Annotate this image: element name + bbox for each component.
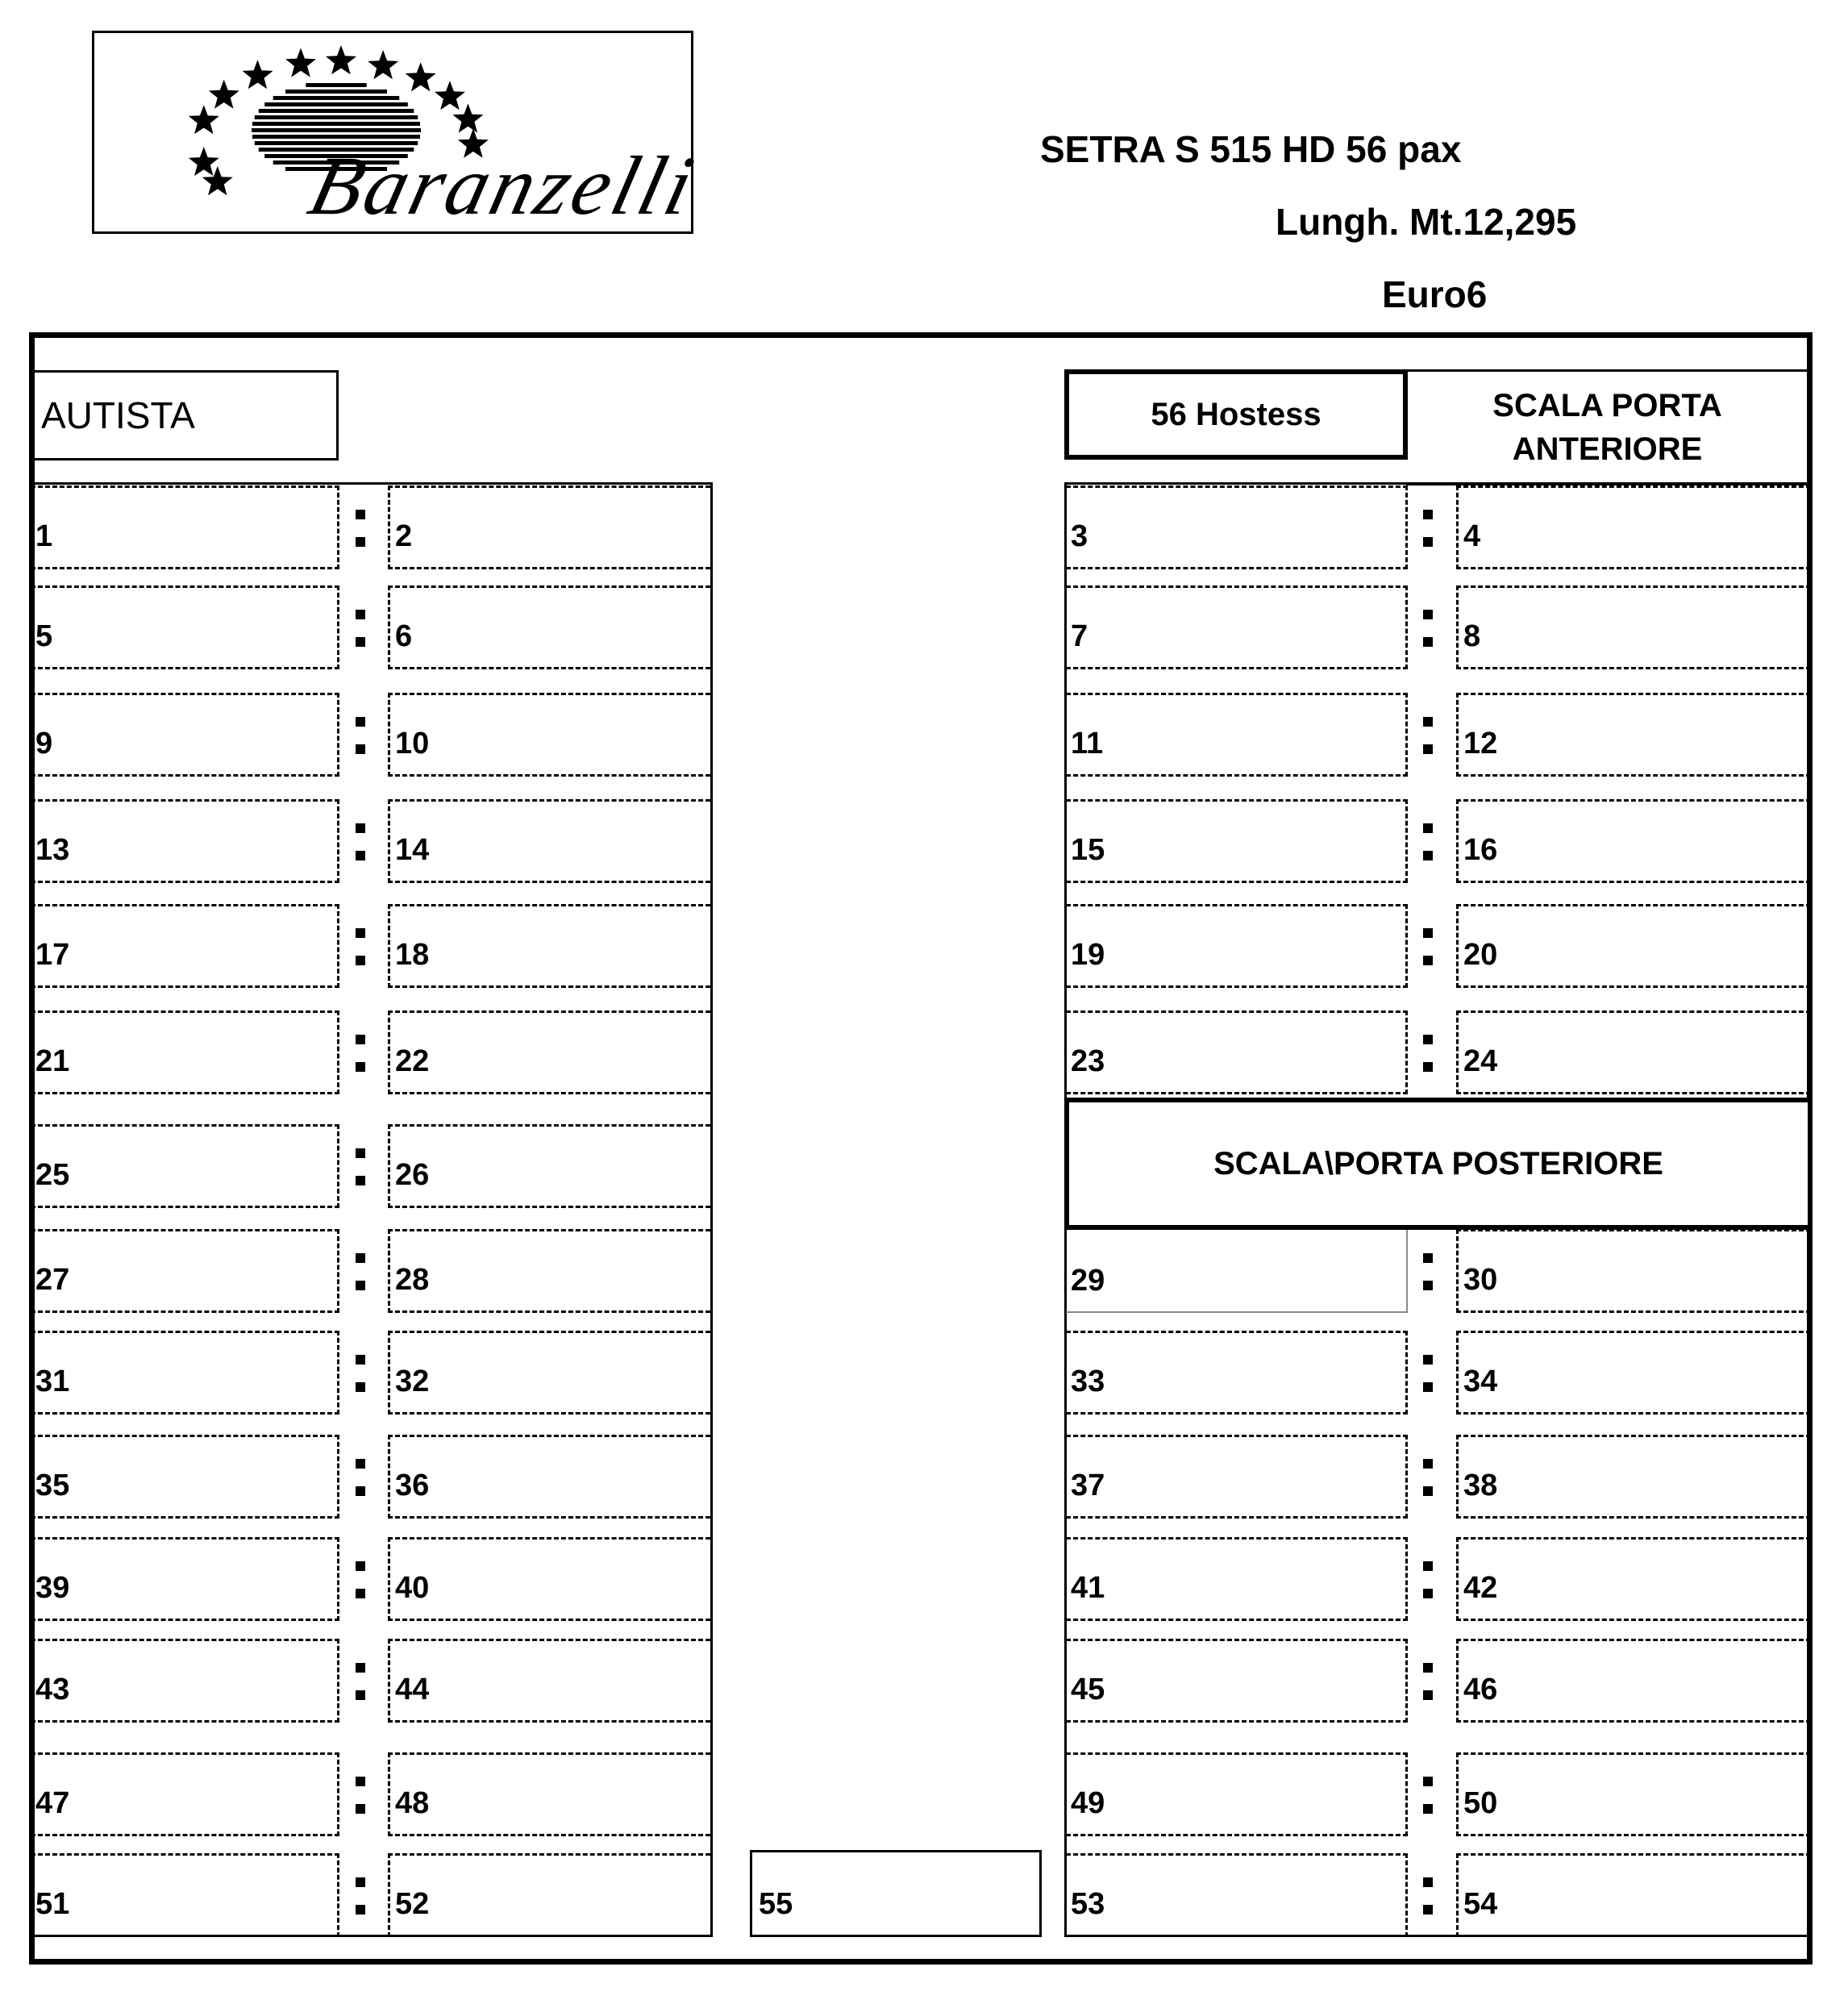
seat-48[interactable] xyxy=(388,1752,710,1836)
seat-5[interactable] xyxy=(31,585,339,669)
seat-number: 50 xyxy=(1463,1786,1498,1820)
seat-number: 28 xyxy=(395,1263,430,1297)
seat-19[interactable] xyxy=(1066,904,1408,988)
seat-number: 36 xyxy=(395,1469,430,1502)
seat-number: 32 xyxy=(395,1365,430,1398)
bus-emission-class: Euro6 xyxy=(1382,273,1488,315)
seat-36[interactable] xyxy=(388,1435,710,1519)
seat-number: 31 xyxy=(35,1365,70,1398)
seat-31[interactable] xyxy=(31,1331,339,1415)
seat-18[interactable] xyxy=(388,904,710,988)
seat-27[interactable] xyxy=(31,1229,339,1313)
seat-28[interactable] xyxy=(388,1229,710,1313)
seat-22[interactable] xyxy=(388,1010,710,1094)
seat-44[interactable] xyxy=(388,1639,710,1723)
seat-number: 17 xyxy=(35,938,70,972)
seat-32[interactable] xyxy=(388,1331,710,1415)
seat-pair-separator xyxy=(1423,610,1433,648)
seat-30[interactable] xyxy=(1456,1229,1811,1313)
seat-number: 21 xyxy=(35,1044,70,1078)
seat-3[interactable] xyxy=(1066,485,1408,569)
seat-40[interactable] xyxy=(388,1537,710,1621)
seat-pair-separator xyxy=(356,1777,365,1815)
seat-52[interactable] xyxy=(388,1853,710,1937)
seat-number: 4 xyxy=(1463,519,1481,553)
seat-number: 13 xyxy=(35,833,70,867)
logo-star-icon xyxy=(285,48,316,77)
seat-number: 7 xyxy=(1071,619,1088,653)
seat-21[interactable] xyxy=(31,1010,339,1094)
front-door-stairs xyxy=(1406,369,1811,485)
seat-number: 48 xyxy=(395,1786,430,1820)
seat-number: 18 xyxy=(395,938,430,972)
seat-pair-separator xyxy=(356,1253,365,1292)
seat-6[interactable] xyxy=(388,585,710,669)
seat-number: 37 xyxy=(1071,1469,1105,1502)
seat-11[interactable] xyxy=(1066,693,1408,777)
seat-pair-separator xyxy=(356,1459,365,1498)
seat-number: 38 xyxy=(1463,1469,1498,1502)
seat-38[interactable] xyxy=(1456,1435,1811,1519)
seat-pair-separator xyxy=(356,823,365,862)
logo-wordmark: Baranzelli xyxy=(300,140,705,232)
seat-number: 39 xyxy=(35,1571,70,1605)
seat-2[interactable] xyxy=(388,485,710,569)
seat-pair-separator xyxy=(356,610,365,648)
seat-number: 8 xyxy=(1463,619,1481,653)
seat-45[interactable] xyxy=(1066,1639,1408,1723)
seat-29[interactable] xyxy=(1066,1229,1408,1313)
seat-pair-separator xyxy=(1423,1355,1433,1394)
seat-number: 53 xyxy=(1071,1887,1105,1921)
logo-sun-stripe xyxy=(255,115,418,119)
seat-number: 46 xyxy=(1463,1673,1498,1706)
seat-pair-separator xyxy=(1423,1777,1433,1815)
seat-pair-separator xyxy=(1423,510,1433,548)
seat-pair-separator xyxy=(1423,1561,1433,1600)
seat-7[interactable] xyxy=(1066,585,1408,669)
seat-number: 6 xyxy=(395,619,413,653)
seat-number: 12 xyxy=(1463,727,1498,760)
seat-number: 33 xyxy=(1071,1365,1105,1398)
seat-34[interactable] xyxy=(1456,1331,1811,1415)
seat-14[interactable] xyxy=(388,799,710,883)
logo-star-icon xyxy=(435,81,465,110)
seat-pair-separator xyxy=(1423,1663,1433,1702)
seat-number: 1 xyxy=(35,519,53,553)
seat-54[interactable] xyxy=(1456,1853,1811,1937)
seat-pair-separator xyxy=(1423,823,1433,862)
logo-sun-stripe xyxy=(273,96,400,100)
seat-24[interactable] xyxy=(1456,1010,1811,1094)
logo-sun-stripe xyxy=(252,122,420,126)
seat-number: 3 xyxy=(1071,519,1088,553)
seat-47[interactable] xyxy=(31,1752,339,1836)
bus-model-title: SETRA S 515 HD 56 pax xyxy=(1040,128,1462,170)
seat-33[interactable] xyxy=(1066,1331,1408,1415)
seat-pair-separator xyxy=(356,928,365,967)
seat-number: 15 xyxy=(1071,833,1105,867)
seat-number: 19 xyxy=(1071,938,1105,972)
seat-number: 52 xyxy=(395,1887,430,1921)
seat-number: 30 xyxy=(1463,1263,1498,1297)
logo-sun-stripe xyxy=(252,128,421,132)
seat-39[interactable] xyxy=(31,1537,339,1621)
seat-4[interactable] xyxy=(1456,485,1811,569)
logo-star-icon xyxy=(209,80,239,109)
seat-number: 29 xyxy=(1071,1264,1105,1298)
seat-number: 35 xyxy=(35,1469,70,1502)
seat-10[interactable] xyxy=(388,693,710,777)
seat-50[interactable] xyxy=(1456,1752,1811,1836)
seat-pair-separator xyxy=(356,717,365,756)
seat-number: 14 xyxy=(395,833,430,867)
seat-12[interactable] xyxy=(1456,693,1811,777)
seat-number: 23 xyxy=(1071,1044,1105,1078)
seat-16[interactable] xyxy=(1456,799,1811,883)
seat-number: 41 xyxy=(1071,1571,1105,1605)
seat-number: 47 xyxy=(35,1786,70,1820)
seat-pair-separator xyxy=(1423,1877,1433,1916)
seat-pair-separator xyxy=(1423,1253,1433,1292)
seat-number: 25 xyxy=(35,1158,70,1192)
seat-number: 49 xyxy=(1071,1786,1105,1820)
logo-sun-stripe xyxy=(285,90,387,94)
seat-pair-separator xyxy=(356,1877,365,1916)
seat-1[interactable] xyxy=(31,485,339,569)
front-door-label: SCALA PORTA ANTERIORE xyxy=(1492,388,1722,467)
hostess-seat[interactable]: 56 Hostess xyxy=(1064,369,1408,460)
seat-pair-separator xyxy=(356,1561,365,1600)
seat-25[interactable] xyxy=(31,1124,339,1208)
seat-number: 43 xyxy=(35,1673,70,1706)
seat-pair-separator xyxy=(356,1148,365,1187)
seat-pair-separator xyxy=(356,1355,365,1394)
seat-41[interactable] xyxy=(1066,1537,1408,1621)
logo-sun-stripe xyxy=(264,102,408,106)
seat-35[interactable] xyxy=(31,1435,339,1519)
logo-sun-stripe xyxy=(306,83,366,87)
logo-star-icon xyxy=(406,62,436,91)
rear-door-stairs: SCALA\PORTA POSTERIORE xyxy=(1064,1098,1813,1230)
seat-20[interactable] xyxy=(1456,904,1811,988)
seat-55[interactable] xyxy=(750,1850,1042,1937)
seat-number: 51 xyxy=(35,1887,70,1921)
seat-pair-separator xyxy=(1423,928,1433,967)
seat-number: 55 xyxy=(759,1887,793,1921)
company-logo xyxy=(92,31,705,234)
seat-number: 2 xyxy=(395,519,413,553)
seat-13[interactable] xyxy=(31,799,339,883)
seat-51[interactable] xyxy=(31,1853,339,1937)
seat-23[interactable] xyxy=(1066,1010,1408,1094)
bus-length: Lungh. Mt.12,295 xyxy=(1276,201,1577,243)
seat-49[interactable] xyxy=(1066,1752,1408,1836)
seat-26[interactable] xyxy=(388,1124,710,1208)
seat-number: 22 xyxy=(395,1044,430,1078)
seat-53[interactable] xyxy=(1066,1853,1408,1937)
seat-pair-separator xyxy=(356,1663,365,1702)
seat-number: 24 xyxy=(1463,1044,1498,1078)
seat-number: 26 xyxy=(395,1158,430,1192)
seat-number: 5 xyxy=(35,619,53,653)
seat-42[interactable] xyxy=(1456,1537,1811,1621)
seat-number: 42 xyxy=(1463,1571,1498,1605)
seat-pair-separator xyxy=(356,510,365,548)
seat-number: 27 xyxy=(35,1263,70,1297)
seat-15[interactable] xyxy=(1066,799,1408,883)
seat-43[interactable] xyxy=(31,1639,339,1723)
seat-number: 40 xyxy=(395,1571,430,1605)
seat-pair-separator xyxy=(1423,1459,1433,1498)
seat-37[interactable] xyxy=(1066,1435,1408,1519)
logo-sun-stripe xyxy=(259,109,414,113)
logo-star-icon xyxy=(326,45,356,74)
logo-star-icon xyxy=(368,50,398,79)
seat-number: 9 xyxy=(35,727,53,760)
seat-9[interactable] xyxy=(31,693,339,777)
seat-pair-separator xyxy=(356,1035,365,1073)
logo-star-icon xyxy=(243,60,273,89)
seat-46[interactable] xyxy=(1456,1639,1811,1723)
seat-pair-separator xyxy=(1423,1035,1433,1073)
driver-area: AUTISTA xyxy=(31,370,339,460)
seat-8[interactable] xyxy=(1456,585,1811,669)
seat-number: 10 xyxy=(395,727,430,760)
seat-number: 45 xyxy=(1071,1673,1105,1706)
seat-number: 20 xyxy=(1463,938,1498,972)
seat-number: 44 xyxy=(395,1673,430,1706)
seat-number: 34 xyxy=(1463,1365,1498,1398)
seat-pair-separator xyxy=(1423,717,1433,756)
seat-number: 54 xyxy=(1463,1887,1498,1921)
logo-star-icon xyxy=(189,105,219,134)
seat-number: 11 xyxy=(1071,727,1104,760)
seat-number: 16 xyxy=(1463,833,1498,867)
seat-17[interactable] xyxy=(31,904,339,988)
logo-star-icon xyxy=(189,147,219,176)
